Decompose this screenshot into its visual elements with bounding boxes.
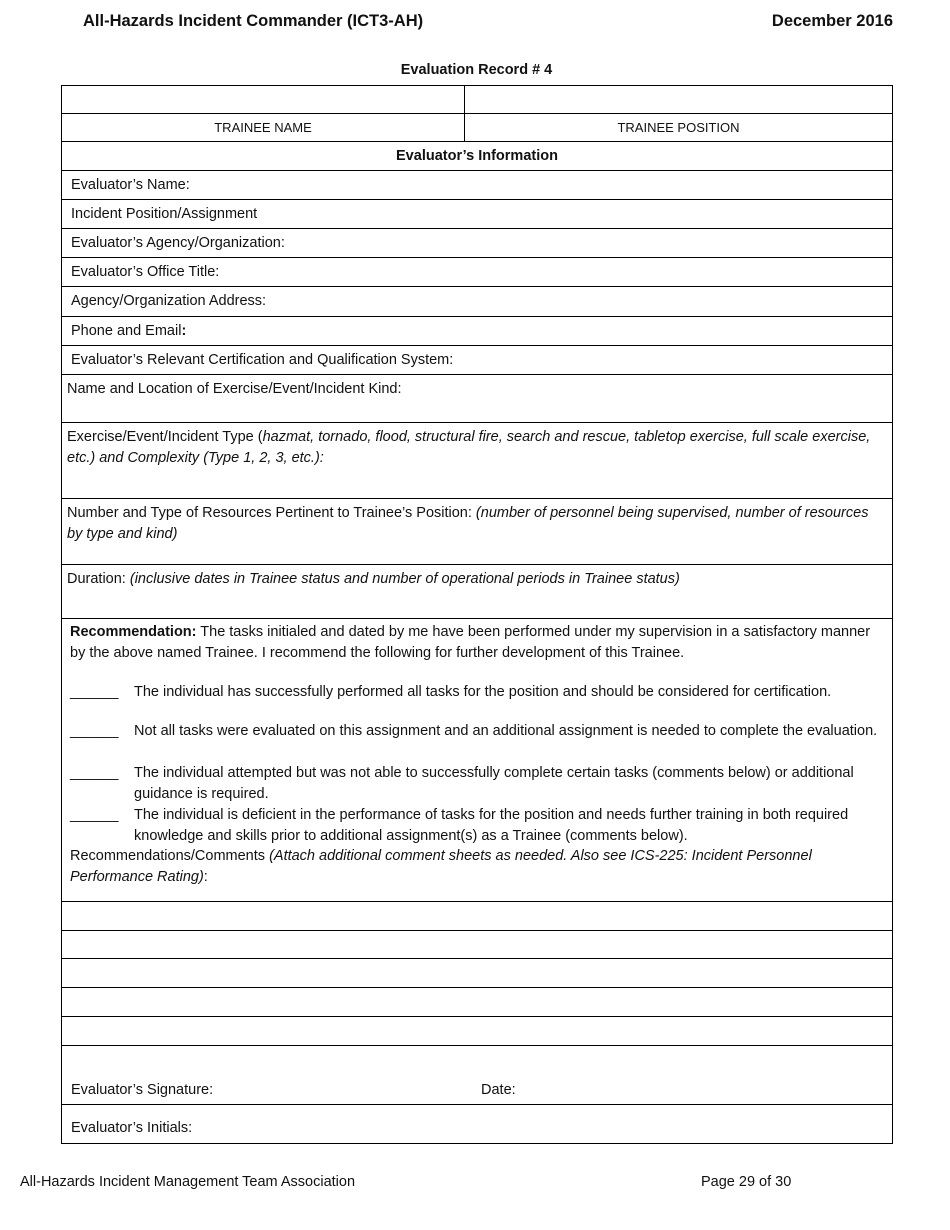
option-text: The individual has successfully performed all tasks for the position and should be considered for certification.	[134, 684, 832, 700]
agency-address-label: Agency/Organization Address:	[71, 293, 267, 309]
initials-row[interactable]	[61, 1104, 893, 1144]
evaluator-agency-label: Evaluator’s Agency/Organization:	[71, 235, 285, 251]
signature-label: Evaluator’s Signature:	[71, 1082, 214, 1098]
resources-hint: (number of personnel being supervised, number of resources by type and kind)	[67, 505, 869, 542]
recommendation-comments-label	[70, 846, 886, 888]
recommendation-option[interactable]	[70, 682, 886, 703]
document-title: All-Hazards Incident Commander (ICT3-AH)	[83, 12, 424, 30]
comment-line[interactable]	[61, 901, 893, 931]
evaluator-name-label: Evaluator’s Name:	[71, 177, 190, 193]
evaluator-agency-field[interactable]	[61, 228, 893, 258]
trainee-position-label: TRAINEE POSITION	[617, 120, 740, 135]
trainee-name-cell	[61, 113, 465, 142]
initials-label: Evaluator’s Initials:	[71, 1120, 193, 1136]
recommendation-intro	[70, 622, 886, 664]
comment-line[interactable]	[61, 958, 893, 988]
option-blank[interactable]: ______	[70, 765, 119, 781]
certification-system-label: Evaluator’s Relevant Certification and Qualification System:	[71, 352, 454, 368]
recommendation-option[interactable]	[70, 763, 886, 805]
recommendation-section	[61, 618, 893, 902]
resources-field[interactable]	[61, 498, 893, 565]
evaluator-name-field[interactable]	[61, 170, 893, 200]
option-blank[interactable]: ______	[70, 807, 119, 823]
date-label: Date:	[481, 1082, 516, 1098]
comments-prefix: Recommendations/Comments	[70, 848, 270, 864]
comments-suffix: :	[203, 869, 208, 885]
option-text: Not all tasks were evaluated on this assignment and an additional assignment is needed to complete the evaluation.	[134, 723, 878, 739]
phone-email-field[interactable]	[61, 316, 893, 346]
comment-line[interactable]	[61, 1016, 893, 1046]
exercise-name-location-label: Name and Location of Exercise/Event/Incident Kind:	[67, 381, 402, 397]
recommendation-option[interactable]	[70, 805, 886, 847]
option-text: The individual attempted but was not able to successfully complete certain tasks (comments below) or additional guidance is required.	[134, 765, 854, 802]
signature-row[interactable]	[61, 1045, 893, 1105]
duration-hint: (inclusive dates in Trainee status and number of operational periods in Trainee status)	[129, 571, 680, 587]
phone-email-label	[71, 323, 186, 339]
option-blank[interactable]: ______	[70, 723, 119, 739]
exercise-type-field[interactable]	[61, 422, 893, 499]
record-title: Evaluation Record # 4	[400, 62, 553, 78]
recommendation-label: Recommendation:	[70, 624, 197, 640]
exercise-name-location-field[interactable]	[61, 374, 893, 423]
option-blank[interactable]: ______	[70, 684, 119, 700]
exercise-type-label	[67, 427, 884, 469]
trainee-position-cell	[464, 113, 893, 142]
trainee-name-label: TRAINEE NAME	[214, 120, 312, 135]
document-date: December 2016	[771, 12, 893, 30]
evaluator-office-title-label: Evaluator’s Office Title:	[71, 264, 220, 280]
agency-address-field[interactable]	[61, 286, 893, 317]
incident-position-label: Incident Position/Assignment	[71, 206, 258, 222]
page-number: Page 29 of 30	[701, 1174, 792, 1190]
evaluator-office-title-field[interactable]	[61, 257, 893, 287]
recommendation-option[interactable]	[70, 721, 886, 763]
resources-label	[67, 503, 884, 545]
duration-field[interactable]	[61, 564, 893, 619]
duration-prefix: Duration:	[67, 571, 130, 587]
duration-label	[67, 569, 884, 590]
phone-email-colon: :	[181, 323, 187, 339]
exercise-type-prefix: Exercise/Event/Incident Type (	[67, 429, 263, 445]
evaluator-section-title: Evaluator’s Information	[396, 148, 558, 164]
evaluator-section-header	[61, 141, 893, 171]
exercise-type-examples: hazmat, tornado, flood, structural fire, search and rescue, tabletop exercise, full scale exercise, etc.) and Complexity (Type 1, 2, 3, etc.):	[67, 429, 871, 466]
certification-system-field[interactable]	[61, 345, 893, 375]
incident-position-field[interactable]	[61, 199, 893, 229]
comment-line[interactable]	[61, 987, 893, 1017]
phone-email-text: Phone and Email	[71, 323, 182, 339]
option-text: The individual is deficient in the performance of tasks for the position and needs further training in both required knowledge and skills prior to additional assignment(s) as a Trainee (comments below).	[134, 807, 849, 844]
comments-hint: (Attach additional comment sheets as needed. Also see ICS-225: Incident Personnel Performance Rating)	[70, 848, 812, 885]
trainee-name-input[interactable]	[61, 85, 465, 114]
recommendation-text: The tasks initialed and dated by me have been performed under my supervision in a satisfactory manner by the above named Trainee. I recommend the following for further development of this Trainee.	[70, 624, 871, 661]
footer-organization: All-Hazards Incident Management Team Association	[20, 1174, 356, 1190]
comment-line[interactable]	[61, 930, 893, 959]
trainee-position-input[interactable]	[464, 85, 893, 114]
resources-prefix: Number and Type of Resources Pertinent to Trainee’s Position:	[67, 505, 476, 521]
